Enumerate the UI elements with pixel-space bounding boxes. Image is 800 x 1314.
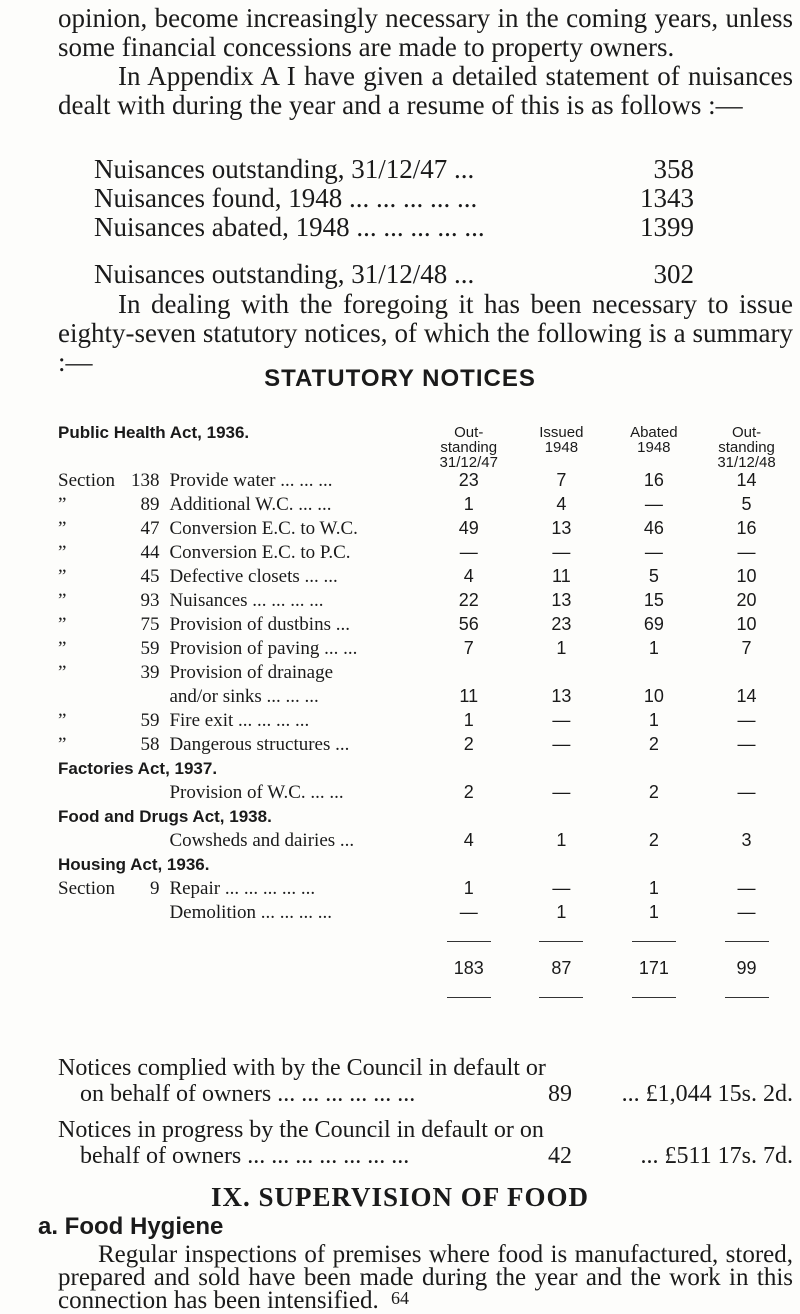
summary-value: 358 — [653, 154, 694, 184]
table-row — [58, 614, 793, 638]
table-cell: 22 — [458, 590, 479, 610]
table-cell: 11 — [552, 566, 571, 586]
intro-paragraph-1: opinion, become increasingly necessary in the coming years, unless some financial concessions are made to property owners. — [58, 3, 793, 62]
notice-description: Demolition ... ... ... ... — [169, 902, 333, 923]
footnote-line-2 — [58, 1081, 793, 1107]
column-header — [422, 425, 515, 470]
table-cell: 10 — [736, 566, 757, 586]
footnote — [58, 1117, 793, 1169]
total-cell: 183 — [453, 958, 484, 978]
table-title: STATUTORY NOTICES — [264, 365, 536, 392]
rule-cell — [608, 926, 701, 950]
table-cell: — — [737, 542, 756, 562]
section-label: ” — [58, 542, 67, 563]
table-cell: 1 — [648, 878, 659, 898]
summary-value: 1399 — [640, 212, 694, 242]
total-rule — [539, 997, 583, 998]
table-row — [58, 638, 793, 662]
section-number: 89 — [140, 494, 160, 515]
table-cell: 1 — [556, 830, 567, 850]
act-heading-row — [58, 806, 793, 830]
section-label: ” — [58, 566, 67, 587]
table-cell: — — [737, 782, 756, 802]
footnote-count: 42 — [548, 1143, 572, 1169]
section-label: ” — [58, 710, 67, 731]
notice-description: Dangerous structures ... — [169, 734, 350, 755]
header-row — [58, 425, 793, 470]
act-heading-cell — [58, 758, 793, 782]
table-row — [58, 566, 793, 590]
table-row — [58, 878, 793, 902]
column-header-line: standing — [440, 439, 498, 456]
footnote-line-1: Notices in progress by the Council in default or on — [58, 1117, 544, 1143]
table-cell: — — [552, 710, 571, 730]
section-number — [120, 686, 170, 710]
section-heading: IX. SUPERVISION OF FOOD — [210, 1182, 590, 1212]
section-number — [120, 830, 170, 854]
section-label: Section — [58, 470, 115, 491]
total-rule — [632, 941, 676, 942]
section-label: ” — [58, 734, 67, 755]
footnote-text: behalf of owners ... ... ... ... ... ... ... — [80, 1143, 410, 1169]
column-header-line: standing — [718, 439, 775, 456]
column-header-line: 1948 — [544, 439, 579, 456]
table-cell: 5 — [648, 566, 659, 586]
table-cell: — — [459, 542, 478, 562]
table-cell: 13 — [551, 686, 572, 706]
section-number — [120, 902, 170, 926]
table-cell: 14 — [736, 686, 757, 706]
table-cell: 7 — [741, 638, 752, 658]
table-row — [58, 686, 793, 710]
section-label: ” — [58, 638, 67, 659]
rule-cell — [422, 982, 515, 1006]
table-cell: 2 — [463, 782, 474, 802]
footnote-amount: ... £1,044 15s. 2d. — [621, 1081, 793, 1107]
notice-description: Nuisances ... ... ... ... — [169, 590, 324, 611]
section-number — [120, 782, 170, 806]
rule-cell — [422, 926, 515, 950]
notice-description: Fire exit ... ... ... ... — [169, 710, 310, 731]
outstanding-row — [94, 260, 694, 289]
intro-paragraph-2: In Appendix A I have given a detailed statement of nuisances dealt with during the year and a resume of this is as follows :— — [58, 61, 793, 120]
summary-row — [94, 184, 694, 213]
act-heading: Factories Act, 1937. — [58, 759, 218, 778]
table-row — [58, 710, 793, 734]
table-cell: 1 — [463, 494, 474, 514]
section-label — [58, 686, 120, 710]
table-cell: 20 — [736, 590, 757, 610]
total-cell: 171 — [638, 958, 669, 978]
subsection-heading: a. Food Hygiene — [38, 1213, 224, 1240]
rule-cell — [700, 926, 793, 950]
table-row — [58, 470, 793, 494]
table-cell: 46 — [643, 518, 664, 538]
act-heading-row — [58, 758, 793, 782]
outstanding-label: Nuisances outstanding, 31/12/48 ... — [94, 259, 475, 289]
section-label: ” — [58, 494, 67, 515]
section-number: 44 — [140, 542, 160, 563]
footnote-count: 89 — [548, 1081, 572, 1107]
table-cell: 10 — [643, 686, 664, 706]
summary-label: Nuisances outstanding, 31/12/47 ... — [94, 154, 475, 184]
table-cell: 4 — [463, 566, 474, 586]
notice-description: Provision of W.C. ... ... — [169, 782, 344, 803]
table-cell: 7 — [556, 470, 567, 490]
table-cell: — — [552, 878, 571, 898]
footnote-text: on behalf of owners ... ... ... ... ... ... — [80, 1081, 416, 1107]
table-row — [58, 830, 793, 854]
notice-description: Conversion E.C. to P.C. — [169, 542, 351, 563]
summary-label: Nuisances found, 1948 ... ... ... ... ... — [94, 183, 478, 213]
table-row — [58, 590, 793, 614]
summary-row — [94, 213, 694, 242]
act-heading-row — [58, 854, 793, 878]
notice-description: Provision of dustbins ... — [169, 614, 350, 635]
table-row — [58, 734, 793, 758]
total-rule — [725, 941, 769, 942]
table-cell — [515, 662, 607, 686]
notice-description: Provision of drainage — [169, 662, 334, 683]
table-cell: 3 — [741, 830, 752, 850]
table-cell: 1 — [556, 902, 567, 922]
total-cell: 99 — [736, 958, 757, 978]
section-number: 45 — [140, 566, 160, 587]
section-number: 59 — [140, 710, 160, 731]
table-row — [58, 902, 793, 926]
column-header-line: Abated — [630, 424, 678, 441]
total-rule — [539, 941, 583, 942]
table-cell: 5 — [741, 494, 752, 514]
table-cell: 7 — [463, 638, 474, 658]
notices-intro-paragraph: In dealing with the foregoing it has been necessary to issue eighty-seven statutory notices, of which the following is a summary :— — [58, 289, 793, 377]
section-label: ” — [58, 614, 67, 635]
act-heading: Housing Act, 1936. — [58, 855, 210, 874]
rule-spacer — [58, 982, 422, 1006]
section-number: 9 — [149, 878, 160, 899]
statutory-notices-table — [58, 425, 793, 1006]
table-cell — [700, 662, 793, 686]
table-cell: 13 — [551, 518, 572, 538]
page-number: 64 — [391, 1288, 409, 1308]
table-cell: 1 — [648, 638, 659, 658]
rule-row — [58, 982, 793, 1006]
header-act-cell — [58, 425, 422, 470]
summary-label: Nuisances abated, 1948 ... ... ... ... ... — [94, 212, 485, 242]
table-cell — [422, 662, 515, 686]
table-cell: 1 — [463, 878, 474, 898]
table-cell: 4 — [463, 830, 474, 850]
table-cell: — — [459, 902, 478, 922]
table-cell: 11 — [459, 686, 479, 706]
table-cell: — — [552, 782, 571, 802]
rule-cell — [515, 926, 607, 950]
food-hygiene-paragraph: Regular inspections of premises where food is manufactured, stored, prepared and sold have been made during the year and the work in this connection has been intensified. — [58, 1241, 793, 1314]
table-cell: 15 — [643, 590, 664, 610]
column-header-line: 1948 — [637, 439, 671, 456]
column-header-line: 31/12/47 — [439, 454, 498, 471]
footnote-line-2 — [58, 1143, 793, 1169]
table-cell: — — [644, 494, 663, 514]
table-cell: 1 — [463, 710, 474, 730]
table-cell: 2 — [463, 734, 474, 754]
notice-description: Cowsheds and dairies ... — [169, 830, 355, 851]
section-label: ” — [58, 518, 67, 539]
column-header-line: Out- — [731, 424, 762, 441]
section-number: 58 — [140, 734, 160, 755]
act-heading-cell — [58, 806, 793, 830]
table-row — [58, 662, 793, 686]
section-label: ” — [58, 590, 67, 611]
total-rule — [447, 997, 491, 998]
table-cell: — — [552, 542, 571, 562]
total-rule — [447, 941, 491, 942]
summary-row — [94, 155, 694, 184]
section-number: 59 — [140, 638, 160, 659]
table-cell: 16 — [736, 518, 757, 538]
total-cell: 87 — [551, 958, 572, 978]
table-cell: 14 — [736, 470, 757, 490]
table-cell: 4 — [556, 494, 567, 514]
table-cell: 16 — [643, 470, 664, 490]
rule-spacer — [58, 926, 422, 950]
totals-spacer — [58, 950, 422, 982]
notice-description: Additional W.C. ... ... — [169, 494, 332, 515]
section-label — [58, 830, 120, 854]
section-number: 39 — [140, 662, 160, 683]
total-rule — [725, 997, 769, 998]
table-cell: — — [552, 734, 571, 754]
section-label — [58, 902, 120, 926]
act-heading-cell — [58, 854, 793, 878]
table-cell: 13 — [551, 590, 572, 610]
table-cell: 2 — [648, 830, 659, 850]
nuisance-summary — [94, 155, 694, 242]
section-number: 138 — [130, 470, 160, 491]
table-body — [58, 425, 793, 1006]
table-cell: — — [737, 878, 756, 898]
column-header-line: 31/12/48 — [717, 454, 776, 471]
column-header-line: Issued — [539, 424, 584, 441]
table-row — [58, 494, 793, 518]
notice-description: Provision of paving ... ... — [169, 638, 358, 659]
table-cell: 23 — [551, 614, 572, 634]
notice-description: Defective closets ... ... — [169, 566, 338, 587]
footnote-amount: ... £511 17s. 7d. — [640, 1143, 793, 1169]
column-header — [700, 425, 793, 470]
table-cell: 1 — [648, 710, 659, 730]
section-number: 47 — [140, 518, 160, 539]
table-cell: 1 — [648, 902, 659, 922]
table-cell: — — [737, 902, 756, 922]
column-header-line: Out- — [454, 424, 484, 441]
notice-description: Provide water ... ... ... — [169, 470, 333, 491]
section-label: Section — [58, 878, 115, 899]
footnote — [58, 1055, 793, 1107]
table-row — [58, 782, 793, 806]
table-cell: 56 — [458, 614, 479, 634]
column-header — [608, 425, 701, 470]
table-row — [58, 518, 793, 542]
act-heading: Public Health Act, 1936. — [58, 423, 250, 442]
outstanding-value: 302 — [653, 259, 694, 289]
table-cell: — — [644, 542, 663, 562]
table-cell: 49 — [458, 518, 479, 538]
rule-cell — [515, 982, 607, 1006]
table-cell: 10 — [736, 614, 757, 634]
rule-row — [58, 926, 793, 950]
table-cell: 23 — [458, 470, 479, 490]
rule-cell — [608, 982, 701, 1006]
notice-description: Repair ... ... ... ... ... — [169, 878, 316, 899]
table-cell: 2 — [648, 782, 659, 802]
section-label — [58, 782, 120, 806]
table-cell: 1 — [556, 638, 567, 658]
section-label: ” — [58, 662, 67, 683]
table-cell — [608, 662, 701, 686]
notice-description: Conversion E.C. to W.C. — [169, 518, 358, 539]
section-number: 93 — [140, 590, 160, 611]
total-rule — [632, 997, 676, 998]
totals-row — [58, 950, 793, 982]
rule-cell — [700, 982, 793, 1006]
table-cell: 2 — [648, 734, 659, 754]
section-number: 75 — [140, 614, 160, 635]
table-row — [58, 542, 793, 566]
table-cell: — — [737, 710, 756, 730]
summary-value: 1343 — [640, 183, 694, 213]
act-heading: Food and Drugs Act, 1938. — [58, 807, 272, 826]
table-cell: — — [737, 734, 756, 754]
footnote-line-1: Notices complied with by the Council in default or — [58, 1055, 546, 1081]
table-cell: 69 — [643, 614, 664, 634]
nuisance-outstanding — [94, 260, 694, 289]
column-header — [515, 425, 607, 470]
notice-description: and/or sinks ... ... ... — [169, 686, 319, 707]
